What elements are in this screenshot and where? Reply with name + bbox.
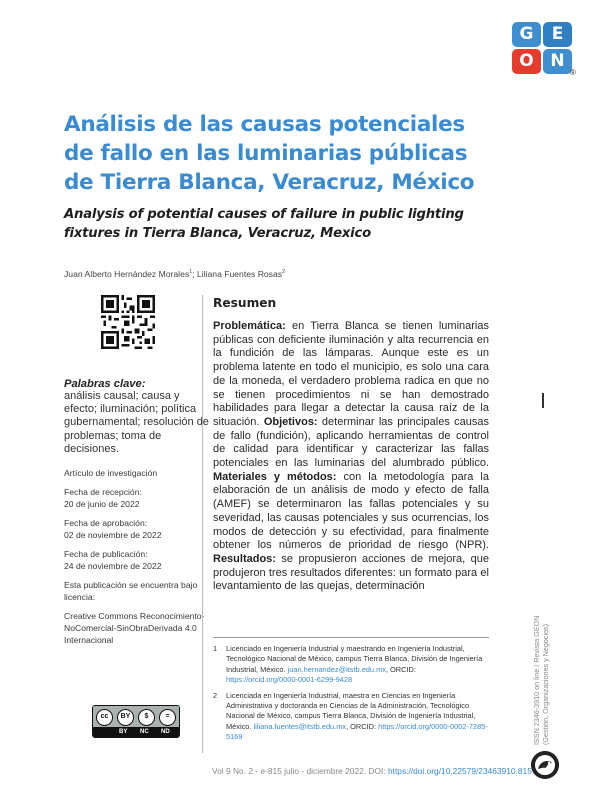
journal-subtitle-line: (Gestión, Organizaciones y Negocios) bbox=[541, 623, 550, 745]
footnote-1-orcid-link[interactable]: https://orcid.org/0000-0001-6299-9428 bbox=[226, 675, 353, 685]
footnote-1-email[interactable]: juan.hernandez@itstb.edu.mx bbox=[287, 664, 386, 674]
publication-label: Fecha de publicación: bbox=[64, 549, 148, 560]
article-type: Artículo de investigación bbox=[64, 468, 158, 479]
title-english: Analysis of potential causes of failure in public lighting fixtures in Tierra Blanca, Veracruz, Mexico bbox=[64, 207, 464, 241]
abstract-problem-heading: Problemática: bbox=[213, 320, 286, 332]
abstract-methods-text: con la metodología para la elaboración de un análisis de modo y efecto de falla (AMEF) se determinaron las fallas potenciales y su severidad, las causas potenciales y sus ocurrencias, los modos de detección y su efectividad, para finalmente obtener los números de prioridad de riesgo (NPR). bbox=[213, 470, 489, 552]
publication-date-block bbox=[64, 548, 214, 572]
footnote-2-text: Licenciada en Ingeniería Industrial, maestra en Ciencias en Ingeniería Administrativa y doctoranda en Ciencias de la Administración, Tecnológico Nacional de México, campus Tierra Blanca, División de Ingeniería Industrial, México. bbox=[226, 690, 476, 731]
footnote-2-number: 2 bbox=[213, 690, 218, 700]
abstract-heading: Resumen bbox=[213, 296, 277, 310]
author-2: Liliana Fuentes Rosas bbox=[197, 269, 283, 279]
logo-tile-g: G bbox=[512, 22, 541, 47]
reception-date-block bbox=[64, 486, 214, 510]
logo-tile-e: E bbox=[543, 22, 572, 47]
abstract-body bbox=[213, 320, 489, 594]
sidebar bbox=[64, 378, 214, 653]
footnotes bbox=[213, 644, 489, 748]
cc-license-badge bbox=[92, 705, 180, 738]
footer-volume-info: Vol 9 No. 2 - e-815 julio - diciembre 2022. DOI: bbox=[212, 766, 388, 776]
author-2-note: 2 bbox=[282, 269, 286, 276]
qr-code bbox=[101, 295, 155, 349]
author-1-note: 1 bbox=[189, 269, 193, 276]
nc-icon: $ bbox=[138, 709, 155, 726]
license-name: Creative Commons Reconocimiento-NoComercial-SinObraDerivada 4.0 Internacional bbox=[64, 611, 205, 646]
journal-emblem-icon bbox=[531, 751, 559, 779]
logo-tile-n: N bbox=[543, 49, 572, 74]
abstract-problem-text: en Tierra Blanca se tienen luminarias públicas con deficiente iluminación y alta recurrencia en la fundición de las lámparas. Aunque este es un problema latente en todo el municipio, es solo una cara de la moneda, el verdadero problema radica en que no se tienen procedimientos ni se han demostrado habilidades para llegar a detectar la causa raíz de la situación. bbox=[213, 320, 489, 428]
column-divider bbox=[202, 295, 203, 753]
by-icon: BY bbox=[117, 709, 134, 726]
footer-doi-link[interactable]: https://doi.org/10.22579/23463910.815 bbox=[387, 766, 532, 776]
nc-label: NC bbox=[140, 729, 149, 735]
title-spanish: Análisis de las causas potenciales de fallo en las luminarias públicas de Tierra Blanca, Veracruz, México bbox=[64, 112, 475, 195]
abstract-objectives-heading: Objetivos: bbox=[263, 415, 318, 428]
footnote-2-orcid-link[interactable]: https://orcid.org/0000-0002-7285-5169 bbox=[226, 721, 488, 742]
page-footer bbox=[212, 766, 532, 776]
footnote-2-email[interactable]: liliana.fuentes@itstb.edu.mx bbox=[253, 721, 347, 731]
footnote-rule bbox=[213, 637, 489, 638]
reception-label: Fecha de recepción: bbox=[64, 487, 142, 498]
footnote-2-orcid-label: , ORCID: bbox=[346, 721, 379, 731]
footnote-1-number: 1 bbox=[213, 644, 218, 653]
by-label: BY bbox=[119, 729, 128, 735]
keywords-title: Palabras clave: bbox=[64, 378, 146, 390]
abstract-methods-heading: Materiales y métodos: bbox=[213, 470, 337, 483]
keywords-list: análisis causal; causa y efecto; iluminación; política gubernamental; resolución de problemas; toma de decisiones. bbox=[64, 390, 209, 455]
journal-logo bbox=[512, 22, 576, 80]
logo-tile-o: O bbox=[512, 49, 541, 74]
footnote-2 bbox=[213, 690, 489, 743]
footnote-1-orcid-label: , ORCID: bbox=[385, 664, 416, 674]
nd-label: ND bbox=[161, 729, 170, 735]
vertical-issn-text bbox=[532, 605, 550, 745]
authors bbox=[64, 269, 285, 279]
nd-icon: = bbox=[159, 709, 176, 726]
approval-label: Fecha de aprobación: bbox=[64, 518, 148, 529]
footnote-1-text: Licenciado en Ingeniería Industrial y maestrando en Ingeniería Industrial, Tecnológico Nacional de México, campus Tierra Blanca, División de Ingeniería Industrial, México. bbox=[226, 644, 483, 674]
registered-mark: ® bbox=[570, 68, 576, 77]
approval-date-block bbox=[64, 517, 214, 541]
publication-date: 24 de noviembre de 2022 bbox=[64, 561, 162, 572]
cc-icon: cc bbox=[96, 709, 113, 726]
license-label: Esta publicación se encuentra bajo licencia: bbox=[64, 580, 198, 603]
author-1: Juan Alberto Hernández Morales bbox=[64, 269, 190, 279]
abstract-results-text: se propusieron acciones de mejora, que produjeron tres resultados diferentes: un formato para el levantamiento de las quejas, determinación bbox=[213, 552, 489, 593]
abstract-results-heading: Resultados: bbox=[213, 552, 276, 565]
page-marker bbox=[542, 393, 544, 408]
issn-line: ISSN 2346-3910 on line / Revista GEON bbox=[532, 615, 541, 745]
approval-date: 02 de noviembre de 2022 bbox=[64, 530, 162, 541]
reception-date: 20 de junio de 2022 bbox=[64, 499, 140, 510]
author-separator: ; bbox=[192, 269, 198, 279]
footnote-1 bbox=[213, 644, 489, 686]
abstract-objectives-text: determinar las principales causas de fallo (fundición), aplicando herramientas de control de calidad para identificar y caracterizar las fallas potenciales en las luminarias del alumbrado público. bbox=[213, 415, 489, 470]
